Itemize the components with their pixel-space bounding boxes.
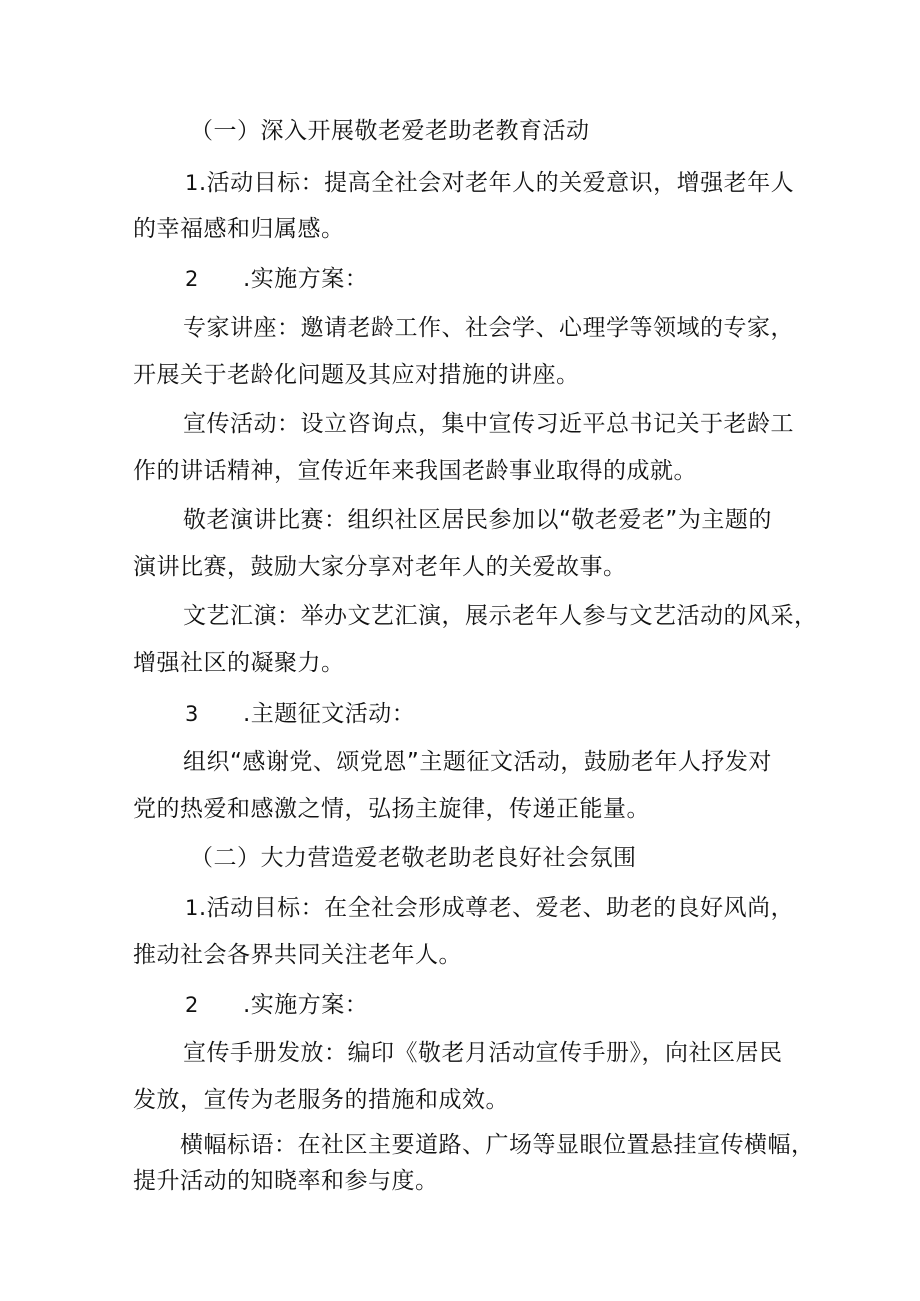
handbook-line1: 宣传手册发放：编印《敬老月活动宣传手册》，向社区居民 <box>183 1040 783 1066</box>
s1-item2 <box>185 264 368 294</box>
s2-item2-text: .实施方案： <box>243 992 369 1018</box>
s1-item3-number: 3 <box>185 702 199 726</box>
s2-item1-line2: 推动社会各界共同关注老年人。 <box>133 942 462 968</box>
s1-item1-number: 1 <box>185 171 199 195</box>
s2-item1-text: .活动目标：在全社会形成尊老、爱老、助老的良好风尚， <box>198 895 795 921</box>
s1-item3 <box>185 699 415 729</box>
expert-line2: 开展关于老龄化问题及其应对措施的讲座。 <box>133 362 580 388</box>
speech-line1: 敬老演讲比赛：组织社区居民参加以“敬老爱老”为主题的 <box>183 507 772 533</box>
publicity-line1: 宣传活动：设立咨询点，集中宣传习近平总书记关于老龄工 <box>183 411 794 437</box>
s2-item1-number: 1 <box>185 896 199 920</box>
s1-item2-number: 2 <box>185 267 199 291</box>
s2-item2-number: 2 <box>185 993 199 1017</box>
banner-line1: 横幅标语：在社区主要道路、广场等显眼位置悬挂宣传横幅， <box>180 1132 815 1158</box>
essay-line1: 组织“感谢党、颂党恩”主题征文活动，鼓励老年人抒发对 <box>183 749 772 775</box>
banner-line2: 提升活动的知晓率和参与度。 <box>133 1168 439 1194</box>
s1-item3-text: .主题征文活动： <box>243 701 416 727</box>
speech-line2: 演讲比赛，鼓励大家分享对老年人的关爱故事。 <box>133 554 627 580</box>
art-line1: 文艺汇演：举办文艺汇演，展示老年人参与文艺活动的风采， <box>183 603 818 629</box>
expert-line1: 专家讲座：邀请老龄工作、社会学、心理学等领域的专家， <box>183 315 794 341</box>
s1-item1-line1 <box>185 168 794 198</box>
section2-heading: （二）大力营造爱老敬老助老良好社会氛围 <box>190 845 637 871</box>
s1-item1-line2: 的幸福感和归属感。 <box>133 216 345 242</box>
publicity-line2: 作的讲话精神，宣传近年来我国老龄事业取得的成就。 <box>133 458 697 484</box>
s2-item2 <box>185 990 368 1020</box>
s1-item2-text: .实施方案： <box>243 266 369 292</box>
section1-heading: （一）深入开展敬老爱老助老教育活动 <box>190 118 590 144</box>
handbook-line2: 发放，宣传为老服务的措施和成效。 <box>133 1087 509 1113</box>
s1-item1-text: .活动目标：提高全社会对老年人的关爱意识，增强老年人 <box>198 170 795 196</box>
s2-item1-line1 <box>185 893 794 923</box>
essay-line2: 党的热爱和感激之情，弘扬主旋律，传递正能量。 <box>133 796 650 822</box>
art-line2: 增强社区的凝聚力。 <box>133 650 345 676</box>
